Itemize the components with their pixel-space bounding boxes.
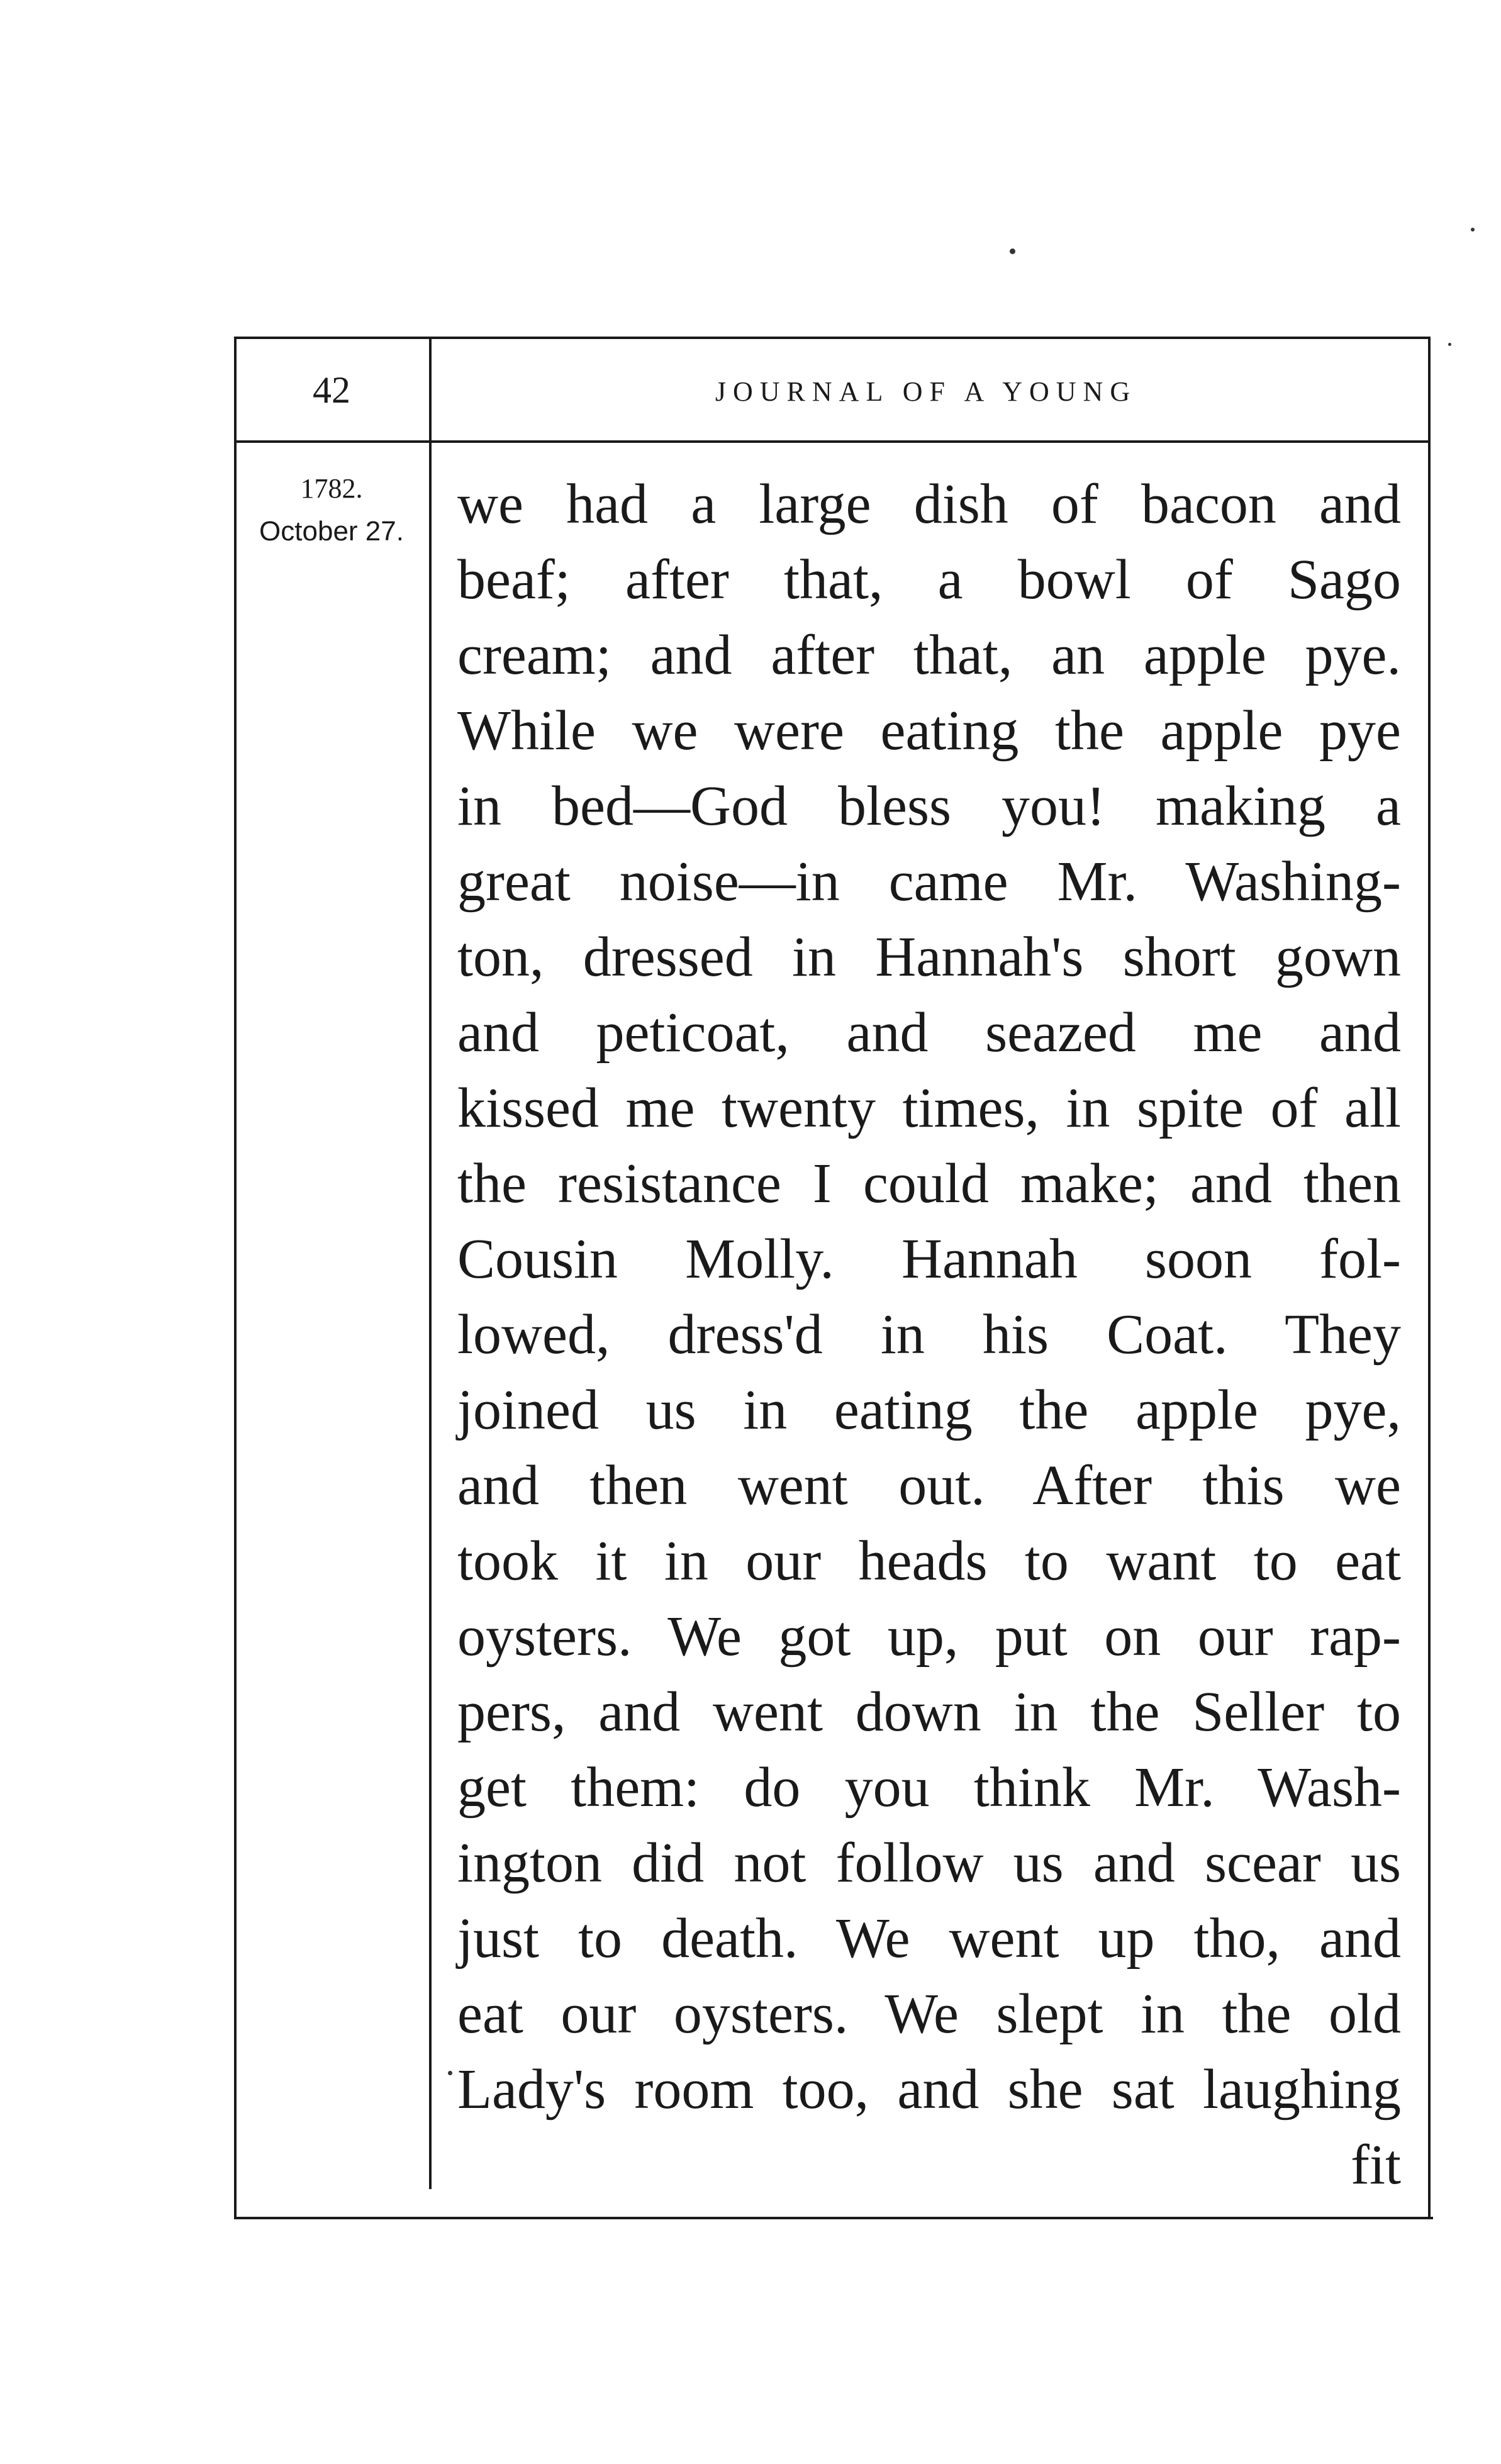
ink-speck — [448, 2071, 452, 2075]
text-line: oysters. We got up, put on our rap- — [457, 1605, 1401, 1668]
text-line: and then went out. After this we — [457, 1454, 1401, 1517]
frame-bottom-rule — [234, 2217, 1433, 2219]
text-line: ton, dressed in Hannah's short gown — [457, 926, 1401, 988]
text-line: Cousin Molly. Hannah soon fol- — [457, 1228, 1401, 1290]
ink-speck — [1471, 228, 1475, 231]
text-line: eat our oysters. We slept in the old — [457, 1983, 1401, 2045]
text-line: in bed—God bless you! making a — [457, 775, 1401, 837]
text-line: took it in our heads to want to eat — [457, 1530, 1401, 1592]
text-line: lowed, dress'd in his Coat. They — [457, 1303, 1401, 1366]
frame-top-rule — [234, 337, 1431, 339]
text-line: just to death. We went up tho, and — [457, 1907, 1401, 1970]
ink-speck — [1010, 248, 1015, 254]
ink-speck — [1448, 343, 1451, 346]
page-number: 42 — [313, 369, 350, 411]
text-line: the resistance I could make; and then — [457, 1152, 1401, 1215]
margin-note-date: October 27. — [259, 516, 404, 547]
text-line: ington did not follow us and scear us — [457, 1832, 1401, 1894]
text-line: and peticoat, and seazed me and — [457, 1001, 1401, 1064]
text-line: we had a large dish of bacon and — [457, 473, 1401, 535]
frame-right-rule — [1428, 337, 1431, 2219]
header-bottom-rule — [234, 440, 1431, 443]
journal-text — [457, 467, 1401, 2203]
text-line: great noise—in came Mr. Washing- — [457, 850, 1401, 913]
text-line: Lady's room too, and she sat laughing — [457, 2058, 1401, 2121]
text-line: pers, and went down in the Seller to — [457, 1681, 1401, 1743]
text-line: get them: do you think Mr. Wash- — [457, 1756, 1401, 1819]
text-line: While we were eating the apple pye — [457, 700, 1401, 762]
text-line: beaf; after that, a bowl of Sago — [457, 549, 1401, 611]
catchword: fit — [1351, 2134, 1401, 2196]
margin-note-year: 1782. — [300, 473, 363, 504]
running-head: JOURNAL OF A YOUNG — [715, 376, 1137, 407]
text-line: joined us in eating the apple pye, — [457, 1379, 1401, 1441]
text-line: cream; and after that, an apple pye. — [457, 624, 1401, 686]
frame-left-rule — [234, 337, 237, 2219]
text-line: kissed me twenty times, in spite of all — [457, 1077, 1401, 1139]
margin-column-rule — [429, 337, 432, 2189]
